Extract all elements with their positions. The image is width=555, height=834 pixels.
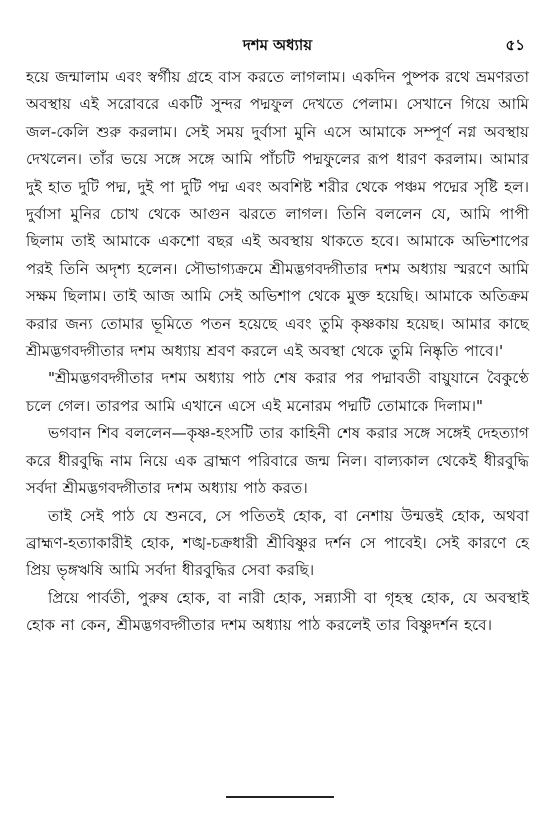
page-number: ৫১	[505, 36, 525, 54]
paragraph-1: হয়ে জন্মালাম এবং স্বর্গীয় গ্রহে বাস করতে লাগলাম। একদিন পুষ্পক রথে ভ্রমণরতা অবস্থায় এই সরোবরে একটি সুন্দর পদ্মফুল দেখতে পেলাম। সেখানে গিয়ে আমি জল-কেলি শুরু করলাম। সেই সময় দুর্বাসা মুনি এসে আমাকে সম্পূর্ণ নগ্ন অবস্থায় দেখলেন। তাঁর ভয়ে সঙ্গে সঙ্গে আমি পাঁচটি পদ্মফুলের রূপ ধারণ করলাম। আমার দুই হাত দুটি পদ্ম, দুই পা দুটি পদ্ম এবং অবশিষ্ট শরীর থেকে পঞ্চম পদ্মের সৃষ্টি হল। দুর্বাসা মুনির চোখ থেকে আগুন ঝরতে লাগল। তিনি বললেন যে, আমি পাপী ছিলাম তাই আমাকে একশো বছর এই অবস্থায় থাকতে হবে। আমাকে অভিশাপের পরই তিনি অদৃশ্য হলেন। সৌভাগ্যক্রমে শ্রীমদ্ভগবদ্গীতার দশম অধ্যায় স্মরণে আমি সক্ষম ছিলাম। তাই আজ আমি সেই অভিশাপ থেকে মুক্ত হয়েছি। আমাকে অতিক্রম করার জন্য তোমার ভূমিতে পতন হয়েছে এবং তুমি কৃষ্ণকায় হয়েছ। আমার কাছে শ্রীমদ্ভগবদ্গীতার দশম অধ্যায় শ্রবণ করলে এই অবস্থা থেকে তুমি নিষ্কৃতি পাবে।'	[26, 68, 529, 361]
page-header	[26, 30, 529, 64]
footer-divider	[226, 796, 334, 798]
chapter-title: দশম অধ্যায়	[242, 36, 313, 54]
paragraph-4: তাই সেই পাঠ যে শুনবে, সে পতিতই হোক, বা নেশায় উন্মত্তই হোক, অথবা ব্রাহ্মণ-হত্যাকারীই হোক, শঙ্খ-চক্রধারী শ্রীবিষ্ণুর দর্শন সে পাবেই। সেই কারণে হে প্রিয় ভৃঙ্গঋষি আমি সর্বদা ধীরবুদ্ধির সেবা করছি।	[26, 506, 529, 580]
paragraph-2: "শ্রীমদ্ভগবদ্গীতার দশম অধ্যায় পাঠ শেষ করার পর পদ্মাবতী বায়ুযানে বৈকুণ্ঠে চলে গেল। তারপর আমি এখানে এসে এই মনোরম পদ্মটি তোমাকে দিলাম।"	[26, 369, 529, 415]
page-body	[26, 64, 529, 640]
paragraph-3: ভগবান শিব বললেন—কৃষ্ণ-হংসটি তার কাহিনী শেষ করার সঙ্গে সঙ্গেই দেহত্যাগ করে ধীরবুদ্ধি নাম নিয়ে এক ব্রাহ্মণ পরিবারে জন্ম নিল। বাল্যকাল থেকেই ধীরবুদ্ধি সর্বদা শ্রীমদ্ভগবদ্গীতার দশম অধ্যায় পাঠ করত।	[26, 424, 529, 498]
paragraph-5: প্রিয়ে পার্বতী, পুরুষ হোক, বা নারী হোক, সন্ন্যাসী বা গৃহস্থ হোক, যে অবস্থাই হোক না কেন, শ্রীমদ্ভগবদ্গীতার দশম অধ্যায় পাঠ করলেই তার বিষ্ণুদর্শন হবে।	[26, 588, 529, 635]
